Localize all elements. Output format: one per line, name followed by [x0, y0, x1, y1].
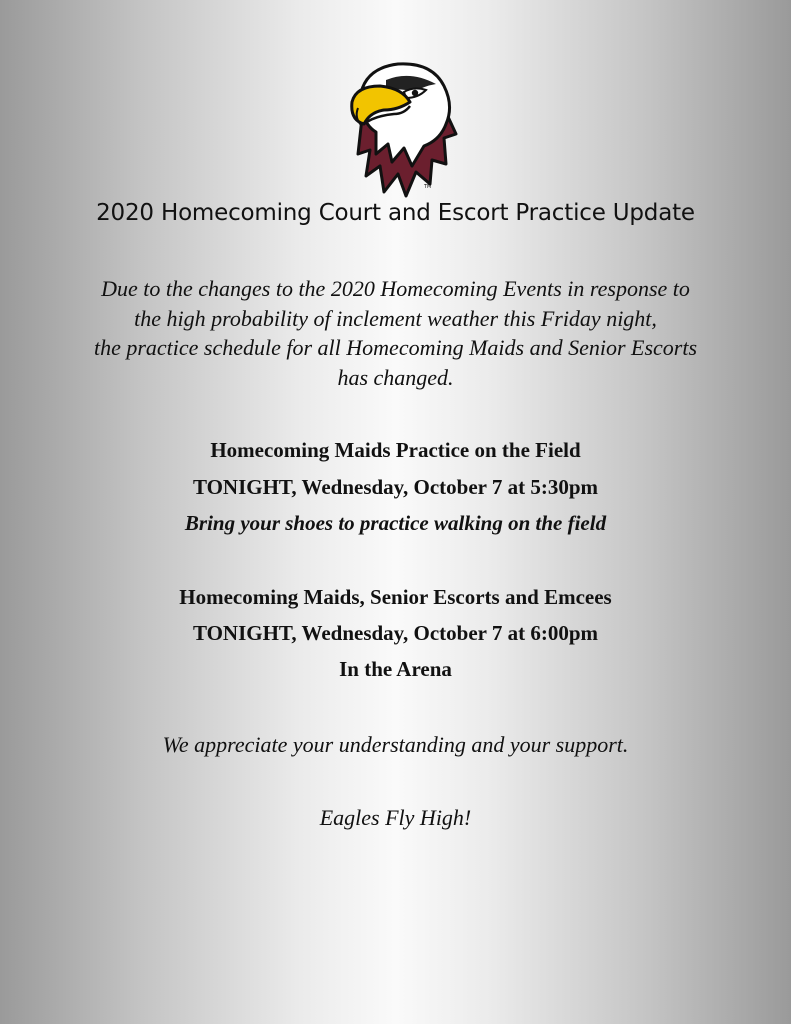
eagle-icon	[340, 58, 466, 198]
page-title: 2020 Homecoming Court and Escort Practice Update	[96, 200, 695, 226]
practice1-note: Bring your shoes to practice walking on the field	[184, 511, 607, 535]
intro-line: has changed.	[337, 364, 454, 390]
intro-line: the high probability of inclement weather this Friday night,	[134, 305, 657, 331]
eagle-mascot-logo	[340, 58, 466, 198]
practice2-heading: Homecoming Maids, Senior Escorts and Emcees	[179, 585, 612, 609]
practice2-time: TONIGHT, Wednesday, October 7 at 6:00pm	[192, 621, 599, 645]
practice1-time: TONIGHT, Wednesday, October 7 at 5:30pm	[192, 475, 599, 499]
intro-paragraph	[60, 274, 731, 392]
intro-line: the practice schedule for all Homecoming Maids and Senior Escorts	[93, 335, 698, 360]
signoff: Eagles Fly High!	[319, 805, 472, 830]
practice2-location: In the Arena	[339, 657, 452, 681]
closing-message: We appreciate your understanding and your support.	[162, 732, 629, 757]
practice1-heading: Homecoming Maids Practice on the Field	[210, 438, 581, 462]
svg-text:TM: TM	[424, 184, 432, 190]
intro-line: Due to the changes to the 2020 Homecoming Events in response to	[101, 276, 690, 301]
